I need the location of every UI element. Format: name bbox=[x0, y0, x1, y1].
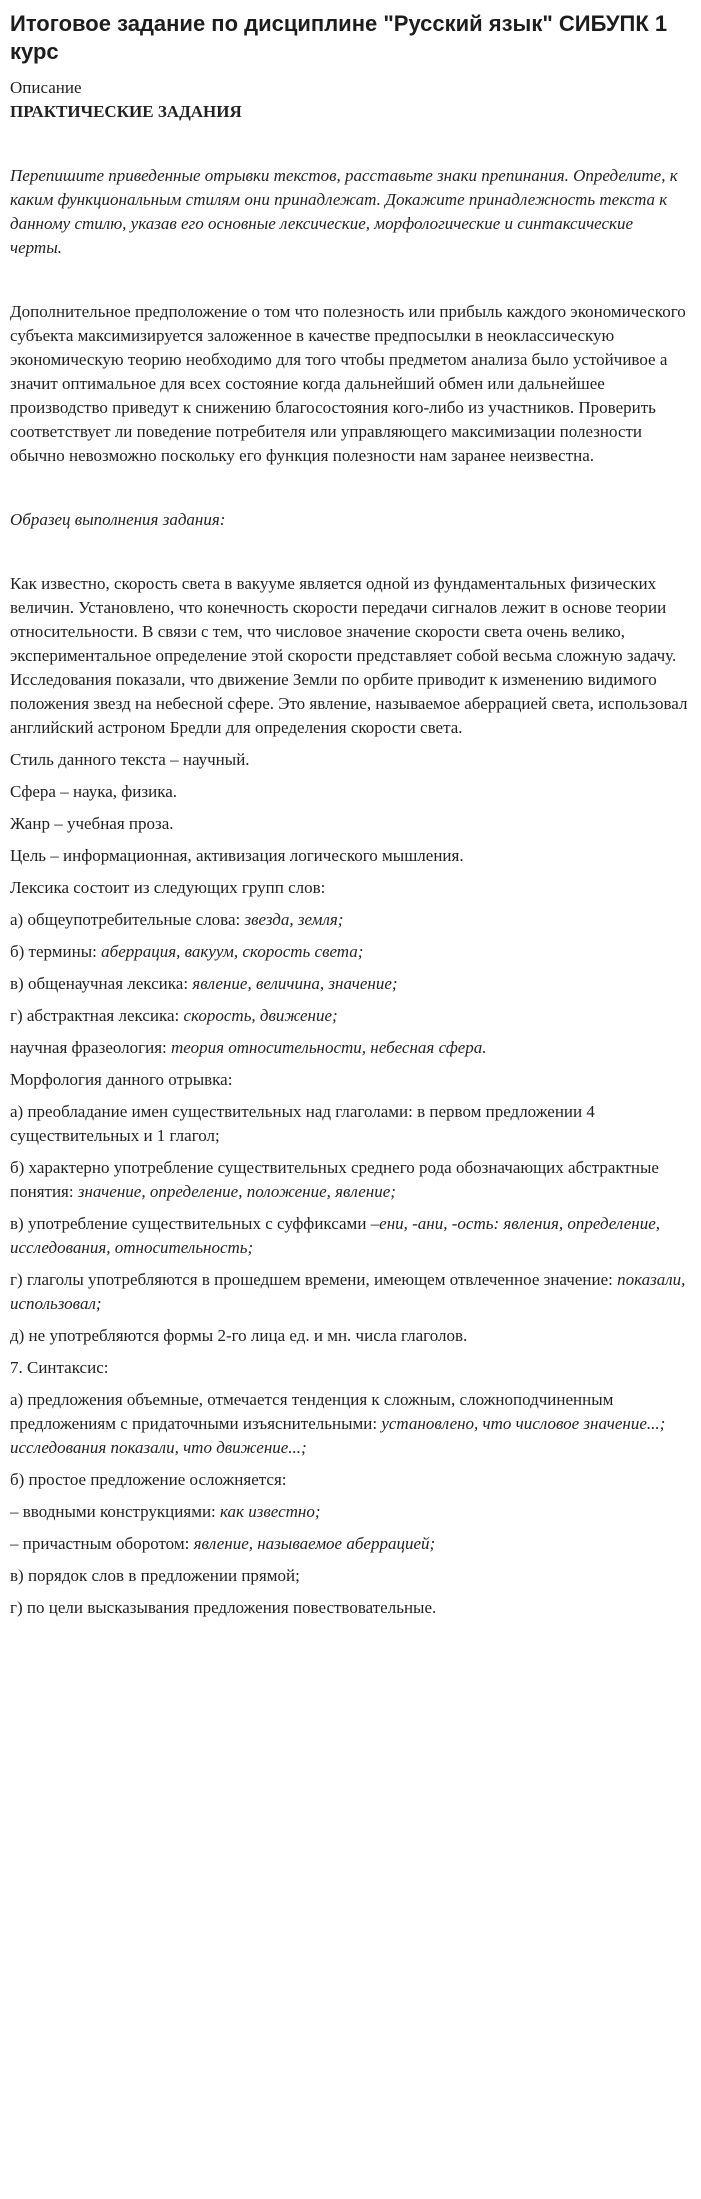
analysis-line: б) термины: аберрация, вакуум, скорость света; bbox=[10, 942, 364, 961]
analysis-line: – вводными конструкциями: как известно; bbox=[10, 1502, 321, 1521]
analysis-line: в) порядок слов в предложении прямой; bbox=[10, 1566, 300, 1585]
sample-heading: Образец выполнения задания: bbox=[10, 510, 226, 529]
analysis-line: Лексика состоит из следующих групп слов: bbox=[10, 878, 326, 897]
analysis-line: – причастным оборотом: явление, называемое аберрацией; bbox=[10, 1534, 436, 1553]
section-heading: ПРАКТИЧЕСКИЕ ЗАДАНИЯ bbox=[10, 102, 242, 121]
exercise-text: Дополнительное предположение о том что полезность или прибыль каждого экономического субъекта максимизируется заложенное в качестве предпосылки в неоклассическую экономическую теорию необходимо для того чтобы предметом анализа было устойчивое а значит оптимальное для всех состояние когда дальнейший обмен или дальнейшее производство приведут к снижению благосостояния кого-либо из участников. Проверить соответствует ли поведение потребителя или управляющего максимизации полезности обычно невозможно поскольку его функция полезности нам заранее неизвестна. bbox=[10, 302, 686, 465]
analysis-line: д) не употребляются формы 2-го лица ед. и мн. числа глаголов. bbox=[10, 1326, 468, 1345]
analysis-line: 7. Синтаксис: bbox=[10, 1358, 109, 1377]
analysis-line: г) по цели высказывания предложения повествовательные. bbox=[10, 1598, 437, 1617]
task-instructions: Перепишите приведенные отрывки текстов, расставьте знаки препинания. Определите, к каким функциональным стилям они принадлежат. Докажите принадлежность текста к данному стилю, указав его основные лексические, морфологические и синтаксические черты. bbox=[10, 166, 678, 257]
analysis-line: Стиль данного текста – научный. bbox=[10, 750, 250, 769]
analysis-line: г) глаголы употребляются в прошедшем времени, имеющем отвлеченное значение: показали, использовал; bbox=[10, 1270, 686, 1313]
analysis-line: г) абстрактная лексика: скорость, движение; bbox=[10, 1006, 338, 1025]
analysis-line: в) употребление существительных с суффиксами –ени, -ани, -ость: явления, определение, исследования, относительность; bbox=[10, 1214, 661, 1257]
analysis-line: Морфология данного отрывка: bbox=[10, 1070, 233, 1089]
analysis-line: а) общеупотребительные слова: звезда, земля; bbox=[10, 910, 344, 929]
sample-text: Как известно, скорость света в вакууме является одной из фундаментальных физических величин. Установлено, что конечность скорости передачи сигналов лежит в основе теории относительности. В связи с тем, что числовое значение скорости света очень велико, экспериментальное определение этой скорости представляет собой весьма сложную задачу. Исследования показали, что движение Земли по орбите приводит к изменению видимого положения звезд на небесной сфере. Это явление, называемое аберрацией света, использовал английский астроном Бредли для определения скорости света. bbox=[10, 574, 688, 737]
analysis-line: в) общенаучная лексика: явление, величина, значение; bbox=[10, 974, 398, 993]
analysis-line: научная фразеология: теория относительности, небесная сфера. bbox=[10, 1038, 487, 1057]
analysis-line: Сфера – наука, физика. bbox=[10, 782, 177, 801]
analysis-line: Цель – информационная, активизация логического мышления. bbox=[10, 846, 464, 865]
description-label: Описание bbox=[10, 78, 82, 97]
page-title: Итоговое задание по дисциплине "Русский язык" СИБУПК 1 курс bbox=[10, 11, 668, 64]
analysis-list bbox=[10, 748, 689, 1620]
analysis-line: б) простое предложение осложняется: bbox=[10, 1470, 287, 1489]
analysis-line: б) характерно употребление существительных среднего рода обозначающих абстрактные понятия: значение, определение, положение, явление; bbox=[10, 1158, 659, 1201]
analysis-line: а) предложения объемные, отмечается тенденция к сложным, сложноподчиненным предложениям с придаточными изъяснительными: установлено, что числовое значение...; исследования показали, что движение...; bbox=[10, 1390, 666, 1457]
analysis-line: а) преобладание имен существительных над глаголами: в первом предложении 4 существительных и 1 глагол; bbox=[10, 1102, 595, 1145]
analysis-line: Жанр – учебная проза. bbox=[10, 814, 174, 833]
